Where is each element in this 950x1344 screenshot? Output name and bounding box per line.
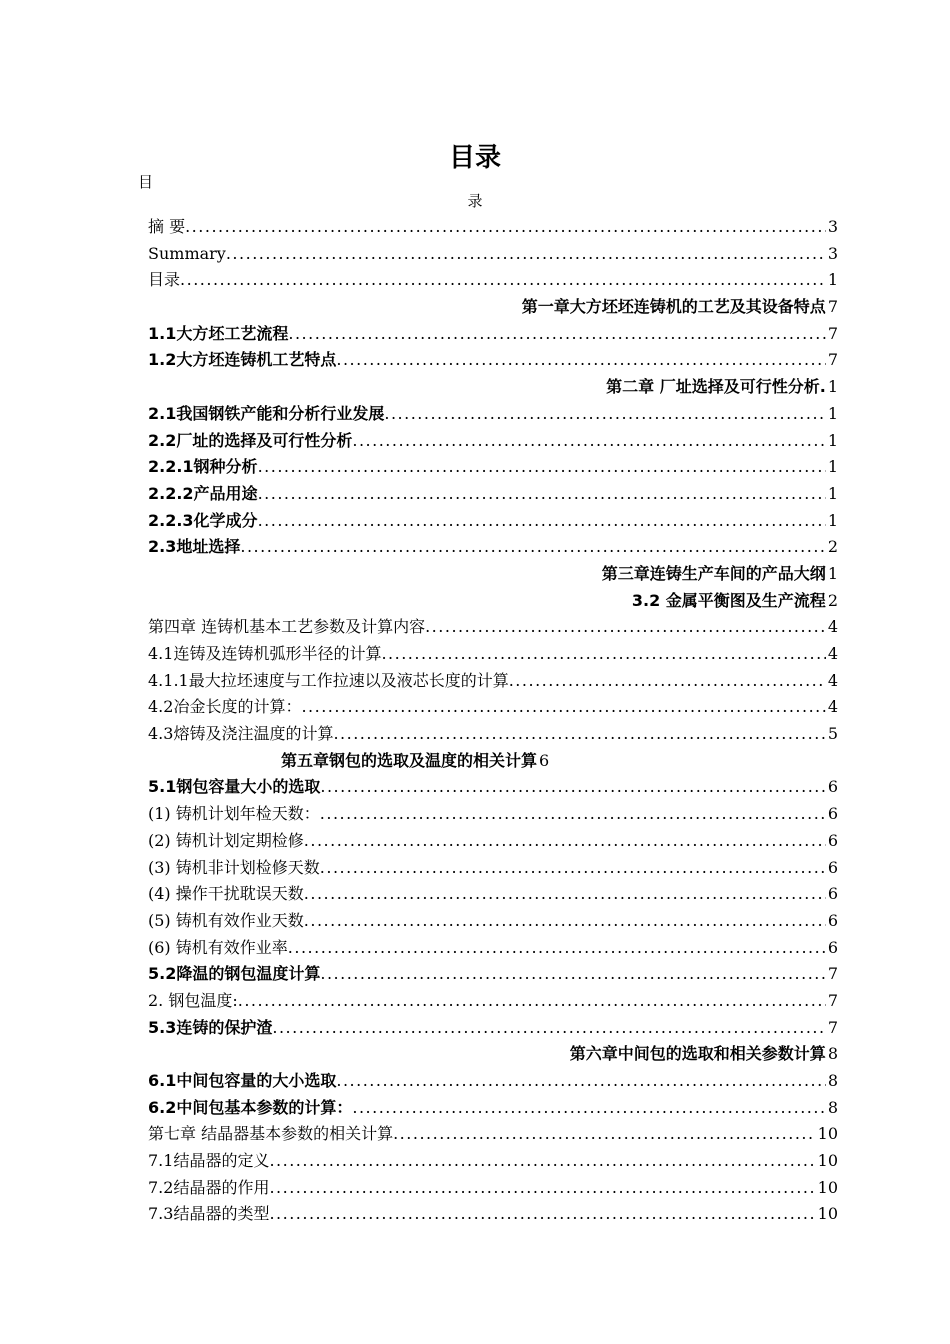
toc-dot-leader: [258, 508, 826, 535]
toc-entry-title: Summary: [148, 243, 226, 263]
toc-entry[interactable]: [148, 454, 838, 481]
toc-page-number: 7: [827, 297, 838, 317]
toc-entry[interactable]: [148, 774, 838, 801]
toc-entry[interactable]: [148, 321, 838, 348]
toc-dot-leader: [304, 828, 826, 855]
toc-entry-title: 2.2厂址的选择及可行性分析: [148, 430, 353, 450]
toc-entry[interactable]: [148, 855, 838, 882]
toc-page-number: 5: [827, 724, 838, 744]
toc-dot-leader: [226, 241, 826, 268]
toc-entry-title: 4.2冶金长度的计算：: [148, 697, 302, 717]
toc-dot-leader: [336, 347, 825, 374]
toc-dot-leader: [258, 454, 826, 481]
toc-dot-leader: [269, 1175, 815, 1202]
toc-dot-leader: [180, 267, 826, 294]
toc-dot-leader: [240, 534, 825, 561]
toc-entry[interactable]: [148, 267, 838, 294]
toc-entry-title: 2.3地址选择: [148, 537, 241, 557]
toc-entry-title: 1.2大方坯连铸机工艺特点: [148, 350, 337, 370]
toc-entry-title: 6.1中间包容量的大小选取: [148, 1071, 337, 1090]
toc-entry[interactable]: [148, 401, 838, 428]
toc-entry-title: (6) 铸机有效作业率: [148, 937, 288, 957]
toc-dot-leader: [425, 614, 826, 641]
toc-dot-leader: [238, 988, 826, 1015]
toc-entry-title: 第三章连铸生产车间的产品大纲: [601, 563, 826, 583]
toc-page-number: 6: [827, 804, 838, 824]
toc-entry[interactable]: [148, 881, 838, 908]
toc-entry[interactable]: [148, 641, 838, 668]
toc-entry-title: 第六章中间包的选取和相关参数计算: [569, 1044, 826, 1064]
toc-page-number: 8: [827, 1071, 838, 1090]
toc-page-number: 8: [827, 1044, 838, 1064]
toc-page-number: 7: [827, 1017, 838, 1037]
toc-dot-leader: [269, 1148, 815, 1175]
toc-entry-title: 第二章 厂址选择及可行性分析.: [606, 377, 826, 397]
toc-entry[interactable]: [148, 347, 838, 374]
toc-page-number: 7: [827, 990, 838, 1010]
toc-page-number: 10: [817, 1124, 838, 1144]
toc-entry[interactable]: [148, 748, 838, 775]
toc-entry-title: (2) 铸机计划定期检修: [148, 830, 304, 850]
toc-dot-leader: [393, 1121, 816, 1148]
toc-page-number: 1: [827, 483, 838, 503]
toc-entry-title: 5.3连铸的保护渣: [148, 1017, 273, 1037]
toc-entry-title: 第七章 结晶器基本参数的相关计算: [148, 1124, 394, 1144]
toc-entry[interactable]: [148, 294, 838, 321]
toc-entry[interactable]: [148, 1148, 838, 1175]
toc-entry-title: 1.1大方坯工艺流程: [148, 323, 289, 343]
toc-page-number: 4: [827, 617, 838, 637]
toc-entry-title: (5) 铸机有效作业天数: [148, 910, 304, 930]
toc-entry-title: 3.2 金属平衡图及生产流程: [631, 590, 826, 610]
toc-page-number: 1: [827, 457, 838, 477]
toc-entry[interactable]: [148, 1201, 838, 1228]
toc-entry-title: 4.3熔铸及浇注温度的计算: [148, 724, 334, 744]
toc-entry-title: 第四章 连铸机基本工艺参数及计算内容: [148, 617, 426, 637]
toc-entry-title: 4.1连铸及连铸机弧形半径的计算: [148, 644, 382, 663]
toc-page-number: 1: [827, 377, 838, 397]
toc-entry[interactable]: [148, 508, 838, 535]
toc-entry[interactable]: [148, 1068, 838, 1095]
toc-page-number: 1: [827, 563, 838, 583]
toc-entry-title: 2.2.3化学成分: [148, 510, 258, 530]
toc-entry[interactable]: [148, 1015, 838, 1042]
toc-entry-title: 2. 钢包温度:: [148, 990, 238, 1010]
toc-entry[interactable]: [148, 588, 838, 615]
toc-page-number: 2: [827, 590, 838, 610]
toc-page-number: 10: [817, 1204, 838, 1224]
toc-page-number: 6: [827, 884, 838, 904]
toc-entry-title: 摘 要: [148, 217, 186, 236]
toc-entry-title: 7.2结晶器的作用: [148, 1177, 270, 1197]
toc-entry-title: 4.1.1最大拉坯速度与工作拉速以及液芯长度的计算: [148, 670, 509, 690]
toc-page-number: 2: [827, 537, 838, 557]
toc-entry-title: 6.2中间包基本参数的计算：: [148, 1097, 353, 1117]
toc-entry[interactable]: [148, 1121, 838, 1148]
toc-dot-leader: [272, 1015, 825, 1042]
toc-page-number: 6: [539, 750, 550, 770]
toc-dot-leader: [304, 881, 826, 908]
toc-dot-leader: [269, 1201, 815, 1228]
toc-page-number: 8: [827, 1097, 838, 1117]
toc-dot-leader: [320, 801, 826, 828]
toc-entry[interactable]: [148, 694, 838, 721]
toc-page-number: 7: [827, 350, 838, 370]
toc-page-number: 10: [817, 1151, 838, 1171]
toc-page-number: 3: [827, 243, 838, 263]
toc-dot-leader: [320, 961, 825, 988]
toc-dot-leader: [333, 721, 825, 748]
toc-dot-leader: [509, 668, 826, 695]
toc-entry[interactable]: [148, 1175, 838, 1202]
table-of-contents: [148, 214, 838, 1228]
toc-dot-leader: [258, 481, 826, 508]
toc-entry[interactable]: [148, 721, 838, 748]
toc-entry-title: 第五章钢包的选取及温度的相关计算: [281, 750, 538, 770]
toc-page-number: 6: [827, 937, 838, 957]
toc-entry-title: 7.1结晶器的定义: [148, 1151, 270, 1171]
toc-dot-leader: [288, 321, 825, 348]
toc-dot-leader: [381, 641, 825, 668]
toc-entry[interactable]: [148, 908, 838, 935]
toc-entry[interactable]: [148, 534, 838, 561]
toc-entry[interactable]: [148, 801, 838, 828]
toc-entry-title: 5.2降温的钢包温度计算: [148, 964, 321, 984]
toc-entry-title: 7.3结晶器的类型: [148, 1204, 270, 1224]
toc-entry[interactable]: [148, 241, 838, 268]
title-fragment-mu: 目: [138, 173, 154, 191]
toc-page-number: 1: [827, 270, 838, 290]
toc-entry-title: 5.1钢包容量大小的选取: [148, 777, 321, 797]
toc-page-number: 4: [827, 697, 838, 717]
toc-page-number: 6: [827, 857, 838, 877]
toc-page-number: 4: [827, 670, 838, 690]
toc-entry[interactable]: [148, 561, 838, 588]
toc-entry[interactable]: [148, 614, 838, 641]
toc-dot-leader: [352, 428, 825, 455]
toc-dot-leader: [384, 401, 825, 428]
toc-entry-title: 2.2.1钢种分析: [148, 457, 258, 477]
toc-entry-title: 2.1我国钢铁产能和分析行业发展: [148, 403, 385, 423]
toc-entry[interactable]: [148, 481, 838, 508]
toc-page-number: 1: [827, 403, 838, 423]
toc-entry[interactable]: [148, 374, 838, 401]
toc-entry[interactable]: [148, 828, 838, 855]
toc-entry[interactable]: [148, 428, 838, 455]
toc-dot-leader: [301, 694, 825, 721]
toc-dot-leader: [320, 855, 826, 882]
toc-entry-title: (1) 铸机计划年检天数：: [148, 804, 320, 824]
toc-dot-leader: [320, 774, 825, 801]
toc-page-number: 1: [827, 510, 838, 530]
toc-entry-title: 2.2.2产品用途: [148, 483, 258, 503]
toc-entry-title: 目录: [148, 270, 181, 290]
toc-entry[interactable]: [148, 214, 838, 241]
toc-page-number: 6: [827, 910, 838, 930]
toc-entry[interactable]: [148, 988, 838, 1015]
toc-entry[interactable]: [148, 1095, 838, 1122]
toc-entry-title: (4) 操作干扰耽误天数: [148, 884, 304, 904]
toc-page-number: 1: [827, 430, 838, 450]
toc-entry[interactable]: [148, 1041, 838, 1068]
toc-page-number: 7: [827, 964, 838, 984]
title-fragment-lu: 录: [467, 192, 483, 210]
toc-entry[interactable]: [148, 961, 838, 988]
toc-dot-leader: [304, 908, 826, 935]
toc-entry-title: 第一章大方坯坯连铸机的工艺及其设备特点: [521, 297, 826, 317]
toc-page-number: 6: [827, 777, 838, 797]
toc-dot-leader: [352, 1095, 825, 1122]
toc-page-number: 7: [827, 323, 838, 343]
toc-dot-leader: [185, 214, 826, 241]
toc-dot-leader: [288, 935, 826, 962]
toc-entry[interactable]: [148, 668, 838, 695]
toc-page-number: 10: [817, 1177, 838, 1197]
toc-entry-title: (3) 铸机非计划检修天数: [148, 857, 320, 877]
toc-page-number: 4: [827, 644, 838, 663]
toc-page-number: 6: [827, 830, 838, 850]
toc-page-number: 3: [827, 217, 838, 236]
toc-entry[interactable]: [148, 935, 838, 962]
page-title: 目录: [448, 143, 501, 173]
toc-dot-leader: [336, 1068, 825, 1095]
